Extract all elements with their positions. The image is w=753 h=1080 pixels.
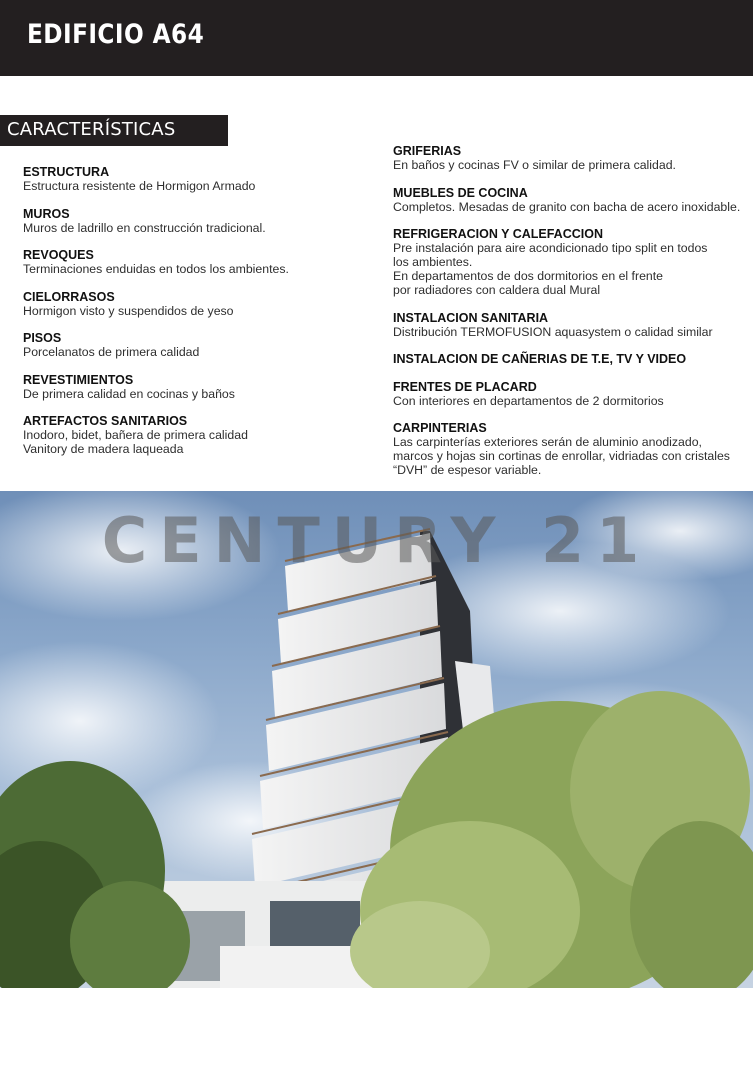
feature-item [393,227,753,297]
feature-description: Inodoro, bidet, bañera de primera calidad [23,428,248,442]
feature-description: De primera calidad en cocinas y baños [23,386,235,401]
feature-title: REVESTIMIENTOS [23,372,134,387]
feature-title: REVOQUES [23,248,94,262]
feature-item [393,311,753,339]
features-left-column [23,165,363,470]
section-title: CARACTERÍSTICAS [7,119,176,140]
feature-item [393,352,753,366]
feature-title: INSTALACION DE CAÑERIAS DE T.E, TV Y VIDEO [393,352,687,366]
header-bar [0,0,753,76]
feature-title: ESTRUCTURA [23,165,110,179]
feature-item [23,414,363,456]
feature-description: Porcelanatos de primera calidad [23,345,200,359]
feature-description: En baños y cocinas FV o similar de primera calidad. [393,158,676,172]
feature-description: En departamentos de dos dormitorios en el frente [393,269,664,283]
feature-item [23,290,363,318]
feature-description: Pre instalación para aire acondicionado tipo split en todos [393,241,708,255]
feature-description: Estructura resistente de Hormigon Armado [23,179,256,193]
feature-description: Hormigon visto y suspendidos de yeso [23,303,234,318]
building-title: EDIFICIO A64 [27,19,205,50]
feature-title: PISOS [23,331,62,345]
feature-description: Las carpinterías exteriores serán de aluminio anodizado, [393,435,702,449]
feature-description: por radiadores con caldera dual Mural [393,283,601,297]
feature-title: CARPINTERIAS [393,421,487,435]
feature-title: ARTEFACTOS SANITARIOS [23,414,188,428]
feature-item [23,207,363,235]
watermark-logo: CENTURY 21 [101,504,652,577]
section-label [0,115,228,146]
feature-item [23,248,363,276]
feature-description: Vanitory de madera laqueada [23,442,184,456]
feature-item [23,373,363,401]
feature-title: MUROS [23,206,70,221]
feature-description: Con interiores en departamentos de 2 dormitorios [393,393,664,408]
feature-title: GRIFERIAS [393,144,462,158]
feature-description: los ambientes. [393,255,473,269]
feature-description: marcos y hojas sin cortinas de enrollar, vidriadas con cristales [393,449,730,463]
feature-item [393,144,753,172]
feature-description: “DVH” de espesor variable. [393,463,542,477]
feature-title: CIELORRASOS [23,289,115,304]
feature-title: INSTALACION SANITARIA [393,310,549,325]
feature-title: REFRIGERACION Y CALEFACCION [393,227,603,241]
feature-description: Completos. Mesadas de granito con bacha de acero inoxidable. [393,199,741,214]
feature-description: Muros de ladrillo en construcción tradicional. [23,220,266,235]
feature-title: MUEBLES DE COCINA [393,185,528,200]
feature-item [393,421,753,477]
feature-description: Distribución TERMOFUSION aquasystem o calidad similar [393,324,713,339]
feature-item [23,331,363,359]
feature-item [393,380,753,408]
feature-description: Terminaciones enduidas en todos los ambientes. [23,262,289,276]
feature-item [23,165,363,193]
feature-item [393,186,753,214]
features-right-column [393,144,753,491]
feature-title: FRENTES DE PLACARD [393,379,537,394]
